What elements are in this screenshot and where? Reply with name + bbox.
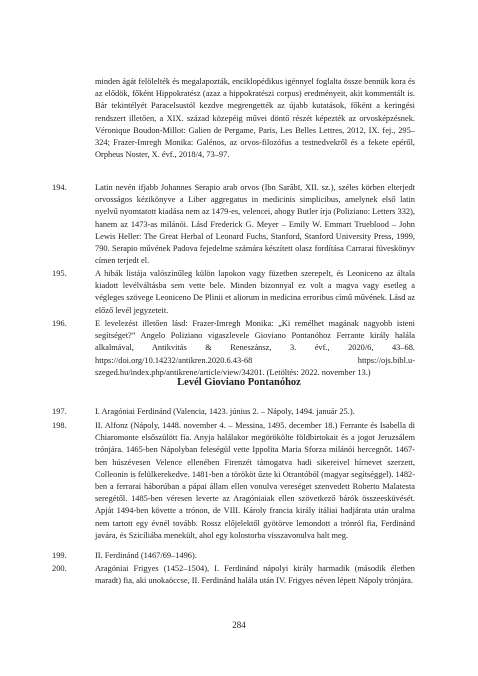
- footnote-196: [52, 318, 415, 380]
- footnote-continuation: minden ágát felölelték és megalapozták, enciklopédikus igénnyel foglalta össze bennük kora és az elődök, főként Hippokratész (azaz a hippokratészi corpus) eredményeit, akit kommentált is. Bár tekintélyét Paracelsustól kezdve megrengették az újabb kutatások, főként a keringési rendszert illetően, a XIX. század közepéig művei döntő részét képezték az orvosképzésnek. Véronique Boudon-Millot: Galien de Pergame, Paris, Les Belles Lettres, 2012, IX. fej., 295–324; Frazer-Imregh Monika: Galénos, az orvos-filozófus a testnedvekről és a fekete epéről, Orpheus Noster, X. évf., 2018/4, 73–97.: [95, 77, 415, 160]
- footnote-197: [52, 406, 415, 420]
- footnote-194: [52, 182, 415, 268]
- footnote-text: A hibák listája valószínűleg külön lapokon vagy füzetben szerepelt, és Leoniceno az általa kiadott levélváltásba sem vette bele. Minden bizonnyal ez volt a magva vagy esetleg a végleges szövege Leoniceno De Plinii et aliorum in medicina erroribus című művének. Lásd az előző levél jegyzeteit.: [95, 269, 415, 315]
- footnote-number: 196.: [52, 319, 67, 328]
- footnote-number: 198.: [52, 421, 67, 430]
- footnote-198: [52, 420, 415, 548]
- footnote-text: Aragóniai Frigyes (1452–1504), I. Ferdinánd nápolyi király harmadik (második életben maradt) fia, aki unokaöccse, II. Ferdinánd halála után IV. Frigyes néven lépett Nápoly trónjára.: [95, 564, 415, 586]
- section-heading: Levél Gioviano Pontanóhoz: [177, 377, 301, 388]
- footnote-text: I. Aragóniai Ferdinánd (Valencia, 1423. június 2. – Nápoly, 1494. január 25.).: [95, 407, 355, 416]
- footnote-195: [52, 268, 415, 318]
- footnote-number: 197.: [52, 407, 67, 416]
- page-number: 284: [232, 620, 246, 630]
- footnote-text: II. Alfonz (Nápoly, 1448. november 4. – Messina, 1495. december 18.) Ferrante és Isabella di Chiaromonte elsőszülött fia. Anyja halálakor megörökölte földbirtokait és a jogot Jeruzsálem trónjára. 1465-ben Nápolyban feleségül vette Ippolita Maria Sforza milánói hercegnőt. 1467-ben húszévesen Velence ellenében Firenzét támogatva hadi sikereivel hírnevet szerzett, Colleonin is felülkerekedve. 1481-ben a törököt űzte ki Otrantóból (magyar segítséggel). 1482-ben a ferrarai háborúban a pápai állam ellen vonulva vereséget szenvedett Roberto Malatesta seregétől. 1485-ben véresen leverte az Aragóniaiak ellen szövetkező bárók összeesküvését. Apját 1494-ben követte a trónon, de VIII. Károly francia király itáliai hadjárata után uralma nem tartott egy évnél tovább. Rossz előjelektől gyötörve lemondott a trónról fia, Ferdinánd javára, és Szicíliába menekült, ahol egy kolostorba visszavonulva halt meg.: [95, 421, 415, 540]
- footnote-text: Latin nevén ifjabb Johannes Serapio arab orvos (Ibn Sarābī, XII. sz.), széles körben elterjedt orvosságos kézikönyve a Liber aggregatus in medicinis simplicibus, amelynek első latin nyelvű nyomtatott kiadása nem az 1479-es, velencei, ahogy Butler írja (Poliziano: Letters 332), hanem az 1473-as milánói. Lásd Frederick G. Meyer – Emily W. Emmart Trueblood – John Lewis Heller: The Great Herbal of Leonard Fuchs, Stanford, Stanford University Press, 1999, 790. Serapio művének Padova fejedelme számára készített olasz fordítása Carrarai füveskönyv címen terjedt el.: [95, 183, 415, 266]
- footnote-200: [52, 563, 415, 603]
- footnote-199: [52, 550, 415, 564]
- footnote-number: 195.: [52, 269, 67, 278]
- footnote-text: E levelezést illetően lásd: Frazer-Imregh Monika: „Ki remélhet magának nagyobb isteni segítséget?” Angelo Poliziano vigaszlevele Gioviano Pontanóhoz Ferrante király halála alkalmával, Antikvitás & Reneszánsz, 3. évf., 2020/6, 43–68. https://doi.org/10.14232/antikren.2020.6.43-68 https://ojs.bibl.u-szeged.hu/index.php/antikrene/article/view/34201. (Letöltés: 2022. november 13.): [95, 319, 415, 377]
- footnote-number: 200.: [52, 564, 67, 573]
- footnote-text: II. Ferdinánd (1467/69–1496).: [95, 551, 197, 560]
- footnote-number: 194.: [52, 183, 67, 192]
- footnote-number: 199.: [52, 551, 67, 560]
